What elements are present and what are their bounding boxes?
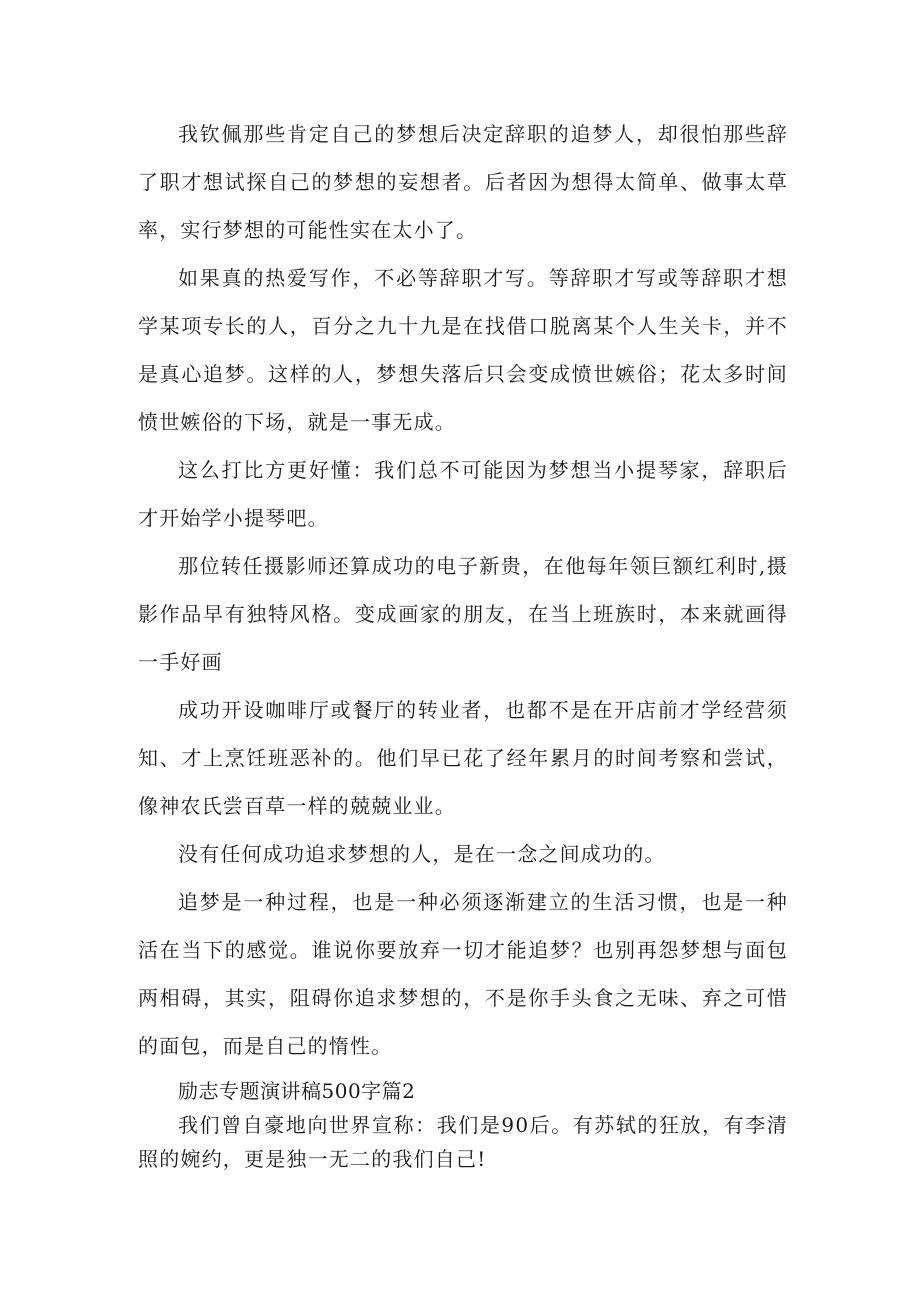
paragraph-1: 我钦佩那些肯定自己的梦想后决定辞职的追梦人，却很怕那些辞了职才想试探自己的梦想的妄想者。后者因为想得太简单、做事太草率，实行梦想的可能性实在太小了。: [138, 122, 788, 242]
section-paragraph: 我们曾自豪地向世界宣称：我们是90后。有苏轼的狂放，有李清照的婉约，更是独一无二的我们自己!: [138, 1113, 788, 1171]
paragraph-6: 没有任何成功追求梦想的人，是在一念之间成功的。: [178, 842, 666, 866]
paragraph-4: 那位转任摄影师还算成功的电子新贵，在他每年领巨额红利时,摄影作品早有独特风格。变成画家的朋友，在当上班族时，本来就画得一手好画: [138, 554, 788, 674]
paragraph-7: 追梦是一种过程，也是一种必须逐渐建立的生活习惯，也是一种活在当下的感觉。谁说你要放弃一切才能追梦？也别再怨梦想与面包两相碍，其实，阻碍你追求梦想的，不是你手头食之无味、弃之可惜的面包，而是自己的惰性。: [138, 890, 788, 1058]
paragraph-5: 成功开设咖啡厅或餐厅的转业者，也都不是在开店前才学经营须知、才上烹饪班恶补的。他们早已花了经年累月的时间考察和尝试，像神农氏尝百草一样的兢兢业业。: [138, 698, 788, 818]
document-body: [138, 110, 788, 1176]
section-heading: 励志专题演讲稿500字篇2: [178, 1079, 416, 1103]
paragraph-2: 如果真的热爱写作，不必等辞职才写。等辞职才写或等辞职才想学某项专长的人，百分之九十九是在找借口脱离某个人生关卡，并不是真心追梦。这样的人，梦想失落后只会变成愤世嫉俗；花太多时间愤世嫉俗的下场，就是一事无成。: [138, 266, 788, 434]
paragraph-3: 这么打比方更好懂：我们总不可能因为梦想当小提琴家，辞职后才开始学小提琴吧。: [138, 458, 788, 530]
